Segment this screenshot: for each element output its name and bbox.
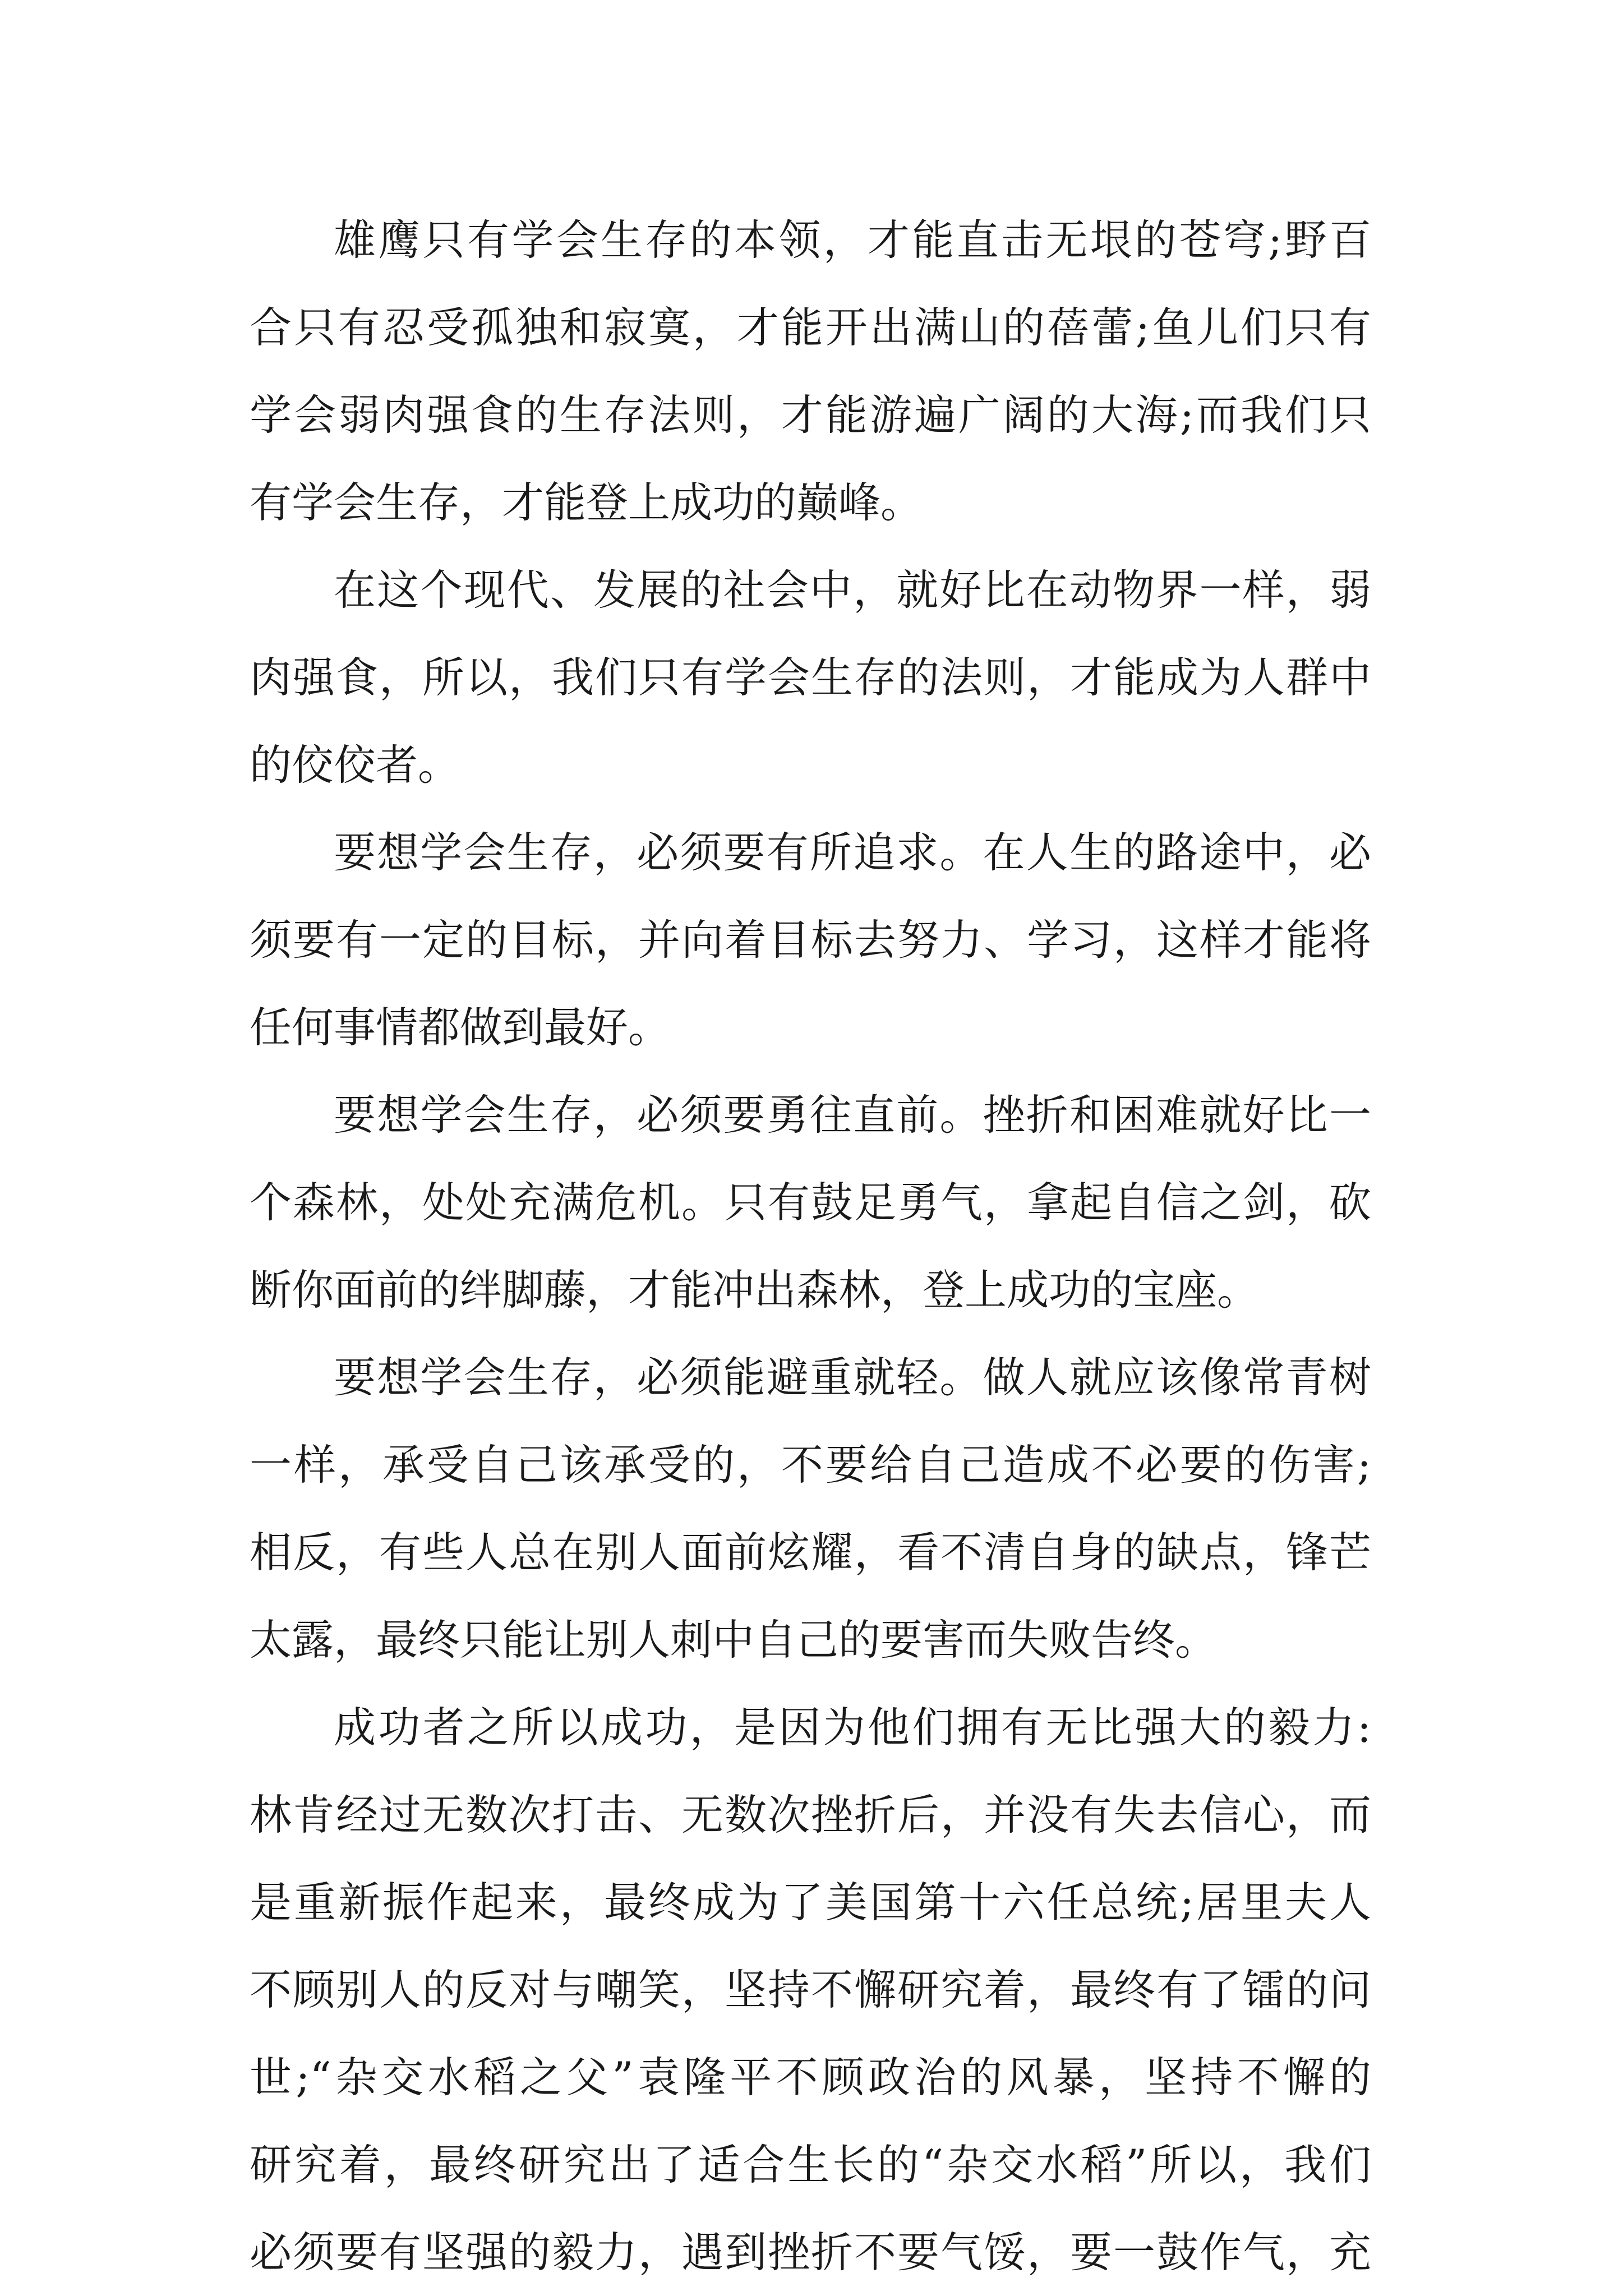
text-line: 须要有一定的目标，并向着目标去努力、学习，这样才能将 (250, 915, 1371, 965)
text-line: 肉强食，所以，我们只有学会生存的法则，才能成为人群中 (250, 653, 1371, 702)
text-line: 要想学会生存，必须要勇往直前。挫折和困难就好比一 (334, 1090, 1371, 1140)
text-line: 研究着，最终研究出了适合生长的“杂交水稻”所以，我们 (250, 2140, 1371, 2189)
text-line: 成功者之所以成功，是因为他们拥有无比强大的毅力: (334, 1703, 1371, 1752)
text-line: 不顾别人的反对与嘲笑，坚持不懈研究着，最终有了镭的问 (250, 1965, 1371, 2014)
essay-body (250, 196, 1371, 2296)
text-line: 任何事情都做到最好。 (250, 1003, 671, 1052)
text-line: 必须要有坚强的毅力，遇到挫折不要气馁，要一鼓作气，充 (250, 2228, 1371, 2277)
text-line: 的佼佼者。 (250, 740, 460, 790)
text-line: 太露，最终只能让别人刺中自己的要害而失败告终。 (250, 1615, 1218, 1665)
text-line: 林肯经过无数次打击、无数次挫折后，并没有失去信心，而 (250, 1790, 1371, 1839)
text-line: 要想学会生存，必须能避重就轻。做人就应该像常青树 (334, 1353, 1371, 1402)
text-line: 是重新振作起来，最终成为了美国第十六任总统;居里夫人 (250, 1878, 1371, 1927)
text-line: 个森林，处处充满危机。只有鼓足勇气，拿起自信之剑，砍 (250, 1178, 1371, 1227)
text-line: 在这个现代、发展的社会中，就好比在动物界一样，弱 (334, 565, 1371, 615)
text-line: 世;“杂交水稻之父”袁隆平不顾政治的风暴，坚持不懈的 (250, 2053, 1371, 2102)
text-line: 学会弱肉强食的生存法则，才能游遍广阔的大海;而我们只 (250, 390, 1371, 440)
text-line: 合只有忍受孤独和寂寞，才能开出满山的蓓蕾;鱼儿们只有 (250, 303, 1371, 352)
text-line: 相反，有些人总在别人面前炫耀，看不清自身的缺点，锋芒 (250, 1528, 1371, 1577)
text-line: 雄鹰只有学会生存的本领，才能直击无垠的苍穹;野百 (334, 215, 1371, 265)
text-line: 一样，承受自己该承受的，不要给自己造成不必要的伤害; (250, 1440, 1371, 1490)
text-line: 断你面前的绊脚藤，才能冲出森林，登上成功的宝座。 (250, 1265, 1260, 1315)
text-line: 有学会生存，才能登上成功的巅峰。 (250, 478, 923, 527)
text-line: 要想学会生存，必须要有所追求。在人生的路途中，必 (334, 828, 1371, 877)
